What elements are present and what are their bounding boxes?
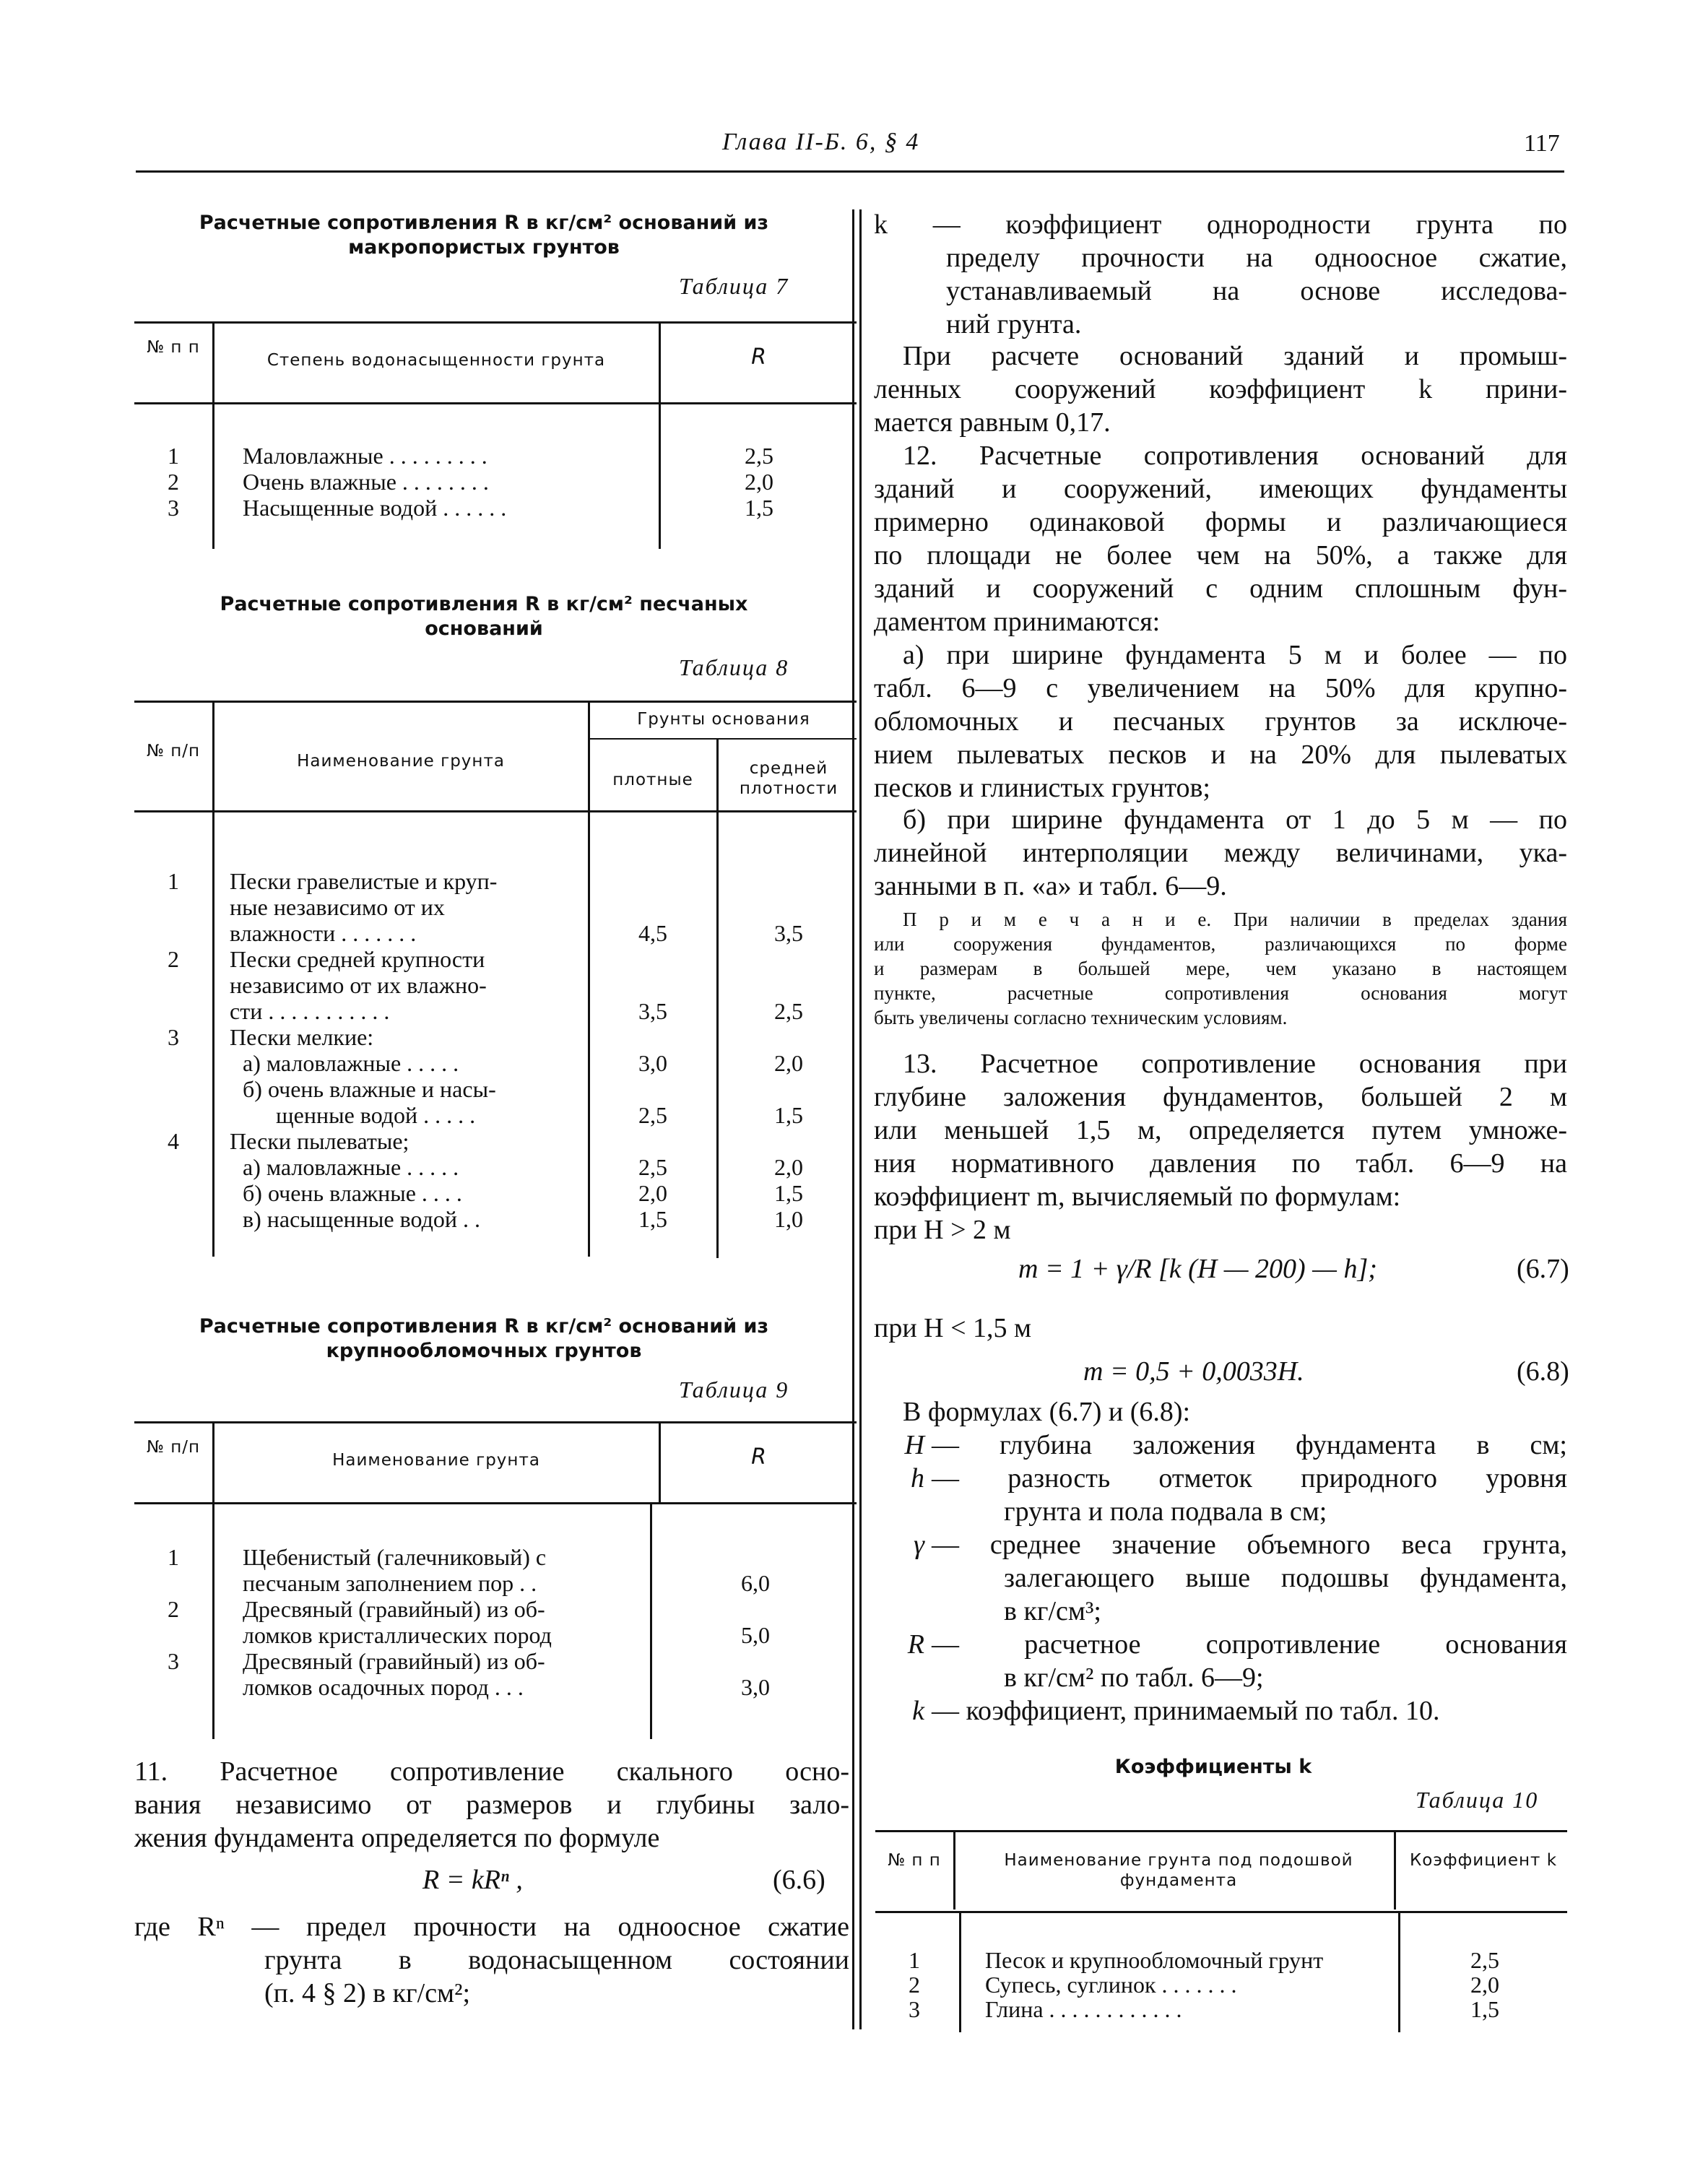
page-number: 117 (1524, 130, 1560, 157)
table8-col-group: Грунты основания (637, 710, 810, 729)
table7-col-r: R (751, 344, 767, 370)
table9-col-r: R (751, 1444, 767, 1470)
k-definition: k — коэффициент однородности грунта по пределу прочности на одноосное сжатие, устанавливаемый на основе исследова- ний грунта. (874, 209, 1567, 339)
table-row-no: 1 (168, 443, 179, 469)
table-row-value: 3,5 (774, 920, 803, 946)
formula-6-7-number: (6.7) (1517, 1254, 1569, 1284)
paragraph-12: 12. Расчетные сопротивления оснований для зданий и сооружений, имеющих фундаменты примерно одинаковой формы и различающиеся по площади не более чем на 50%, а также для зданий и сооружений с одним сплошным фун- даментом принимаются: (874, 441, 1567, 637)
running-header: Глава II-Б. 6, § 4 (722, 129, 920, 155)
table-row-value: 1,5 (774, 1102, 803, 1128)
paragraph-13: 13. Расчетное сопротивление основания при глубине заложения фундаментов, большей 2 м или меньшей 1,5 м, определяется путем умноже- ния нормативного давления по табл. 6—9 на коэффициент m, вычисляемый по формулам: при H > 2 м (874, 1049, 1567, 1245)
formula-6-8-number: (6.8) (1517, 1356, 1569, 1387)
table-row-line: а) маловлажные . . . . . (243, 1154, 459, 1180)
table-row-no: 1 (168, 868, 179, 894)
table8-col-medium: средней плотности (739, 759, 838, 798)
table-row-value: 2,0 (745, 469, 773, 495)
formula-6-8: m = 0,5 + 0,0033H. (1083, 1356, 1304, 1387)
table-row-value: 1,5 (774, 1180, 803, 1206)
table-row-line: б) очень влажные . . . . (243, 1180, 462, 1206)
table-row-no: 3 (168, 1024, 179, 1050)
table-row-line: Пески мелкие: (230, 1024, 374, 1050)
table8-number: Таблица 8 (679, 654, 789, 680)
table7-caption: Расчетные сопротивления R в кг/см² оснований из макропористых грунтов (199, 212, 769, 259)
table-row-line: ломков кристаллических пород (243, 1622, 552, 1648)
table-row-name: Глина . . . . . . . . . . . . (985, 1996, 1182, 2022)
table-row-value: 2,0 (774, 1154, 803, 1180)
header-rule (136, 170, 1564, 173)
table-row-line: Пески гравелистые и круп- (230, 868, 498, 894)
table-row-name: Песок и крупнообломочный грунт (985, 1947, 1324, 1973)
table-row-name: Супесь, суглинок . . . . . . . (985, 1972, 1237, 1998)
table-row-line: сти . . . . . . . . . . . (230, 998, 390, 1024)
table8 (134, 701, 857, 1257)
paragraph-11: 11. Расчетное сопротивление скального осно- вания независимо от размеров и глубины зало- жения фундамента определяется по формуле (134, 1756, 849, 1853)
table-row-value: 6,0 (741, 1570, 770, 1596)
column-separator-right (859, 209, 862, 2029)
table10-number: Таблица 10 (1416, 1787, 1539, 1813)
formula-6-7: m = 1 + γ/R [k (H — 200) — h]; (1018, 1254, 1377, 1284)
table-row-value: 3,5 (638, 998, 667, 1024)
table-row-no: 2 (909, 1972, 920, 1998)
table-row-line: б) очень влажные и насы- (243, 1076, 496, 1102)
table-row-line: Пески пылеватые; (230, 1128, 409, 1154)
table-row-value: 2,0 (1470, 1972, 1499, 1998)
table-row-value: 2,5 (774, 998, 803, 1024)
table-row-line: независимо от их влажно- (230, 972, 487, 998)
table-row-value: 2,5 (1470, 1947, 1499, 1973)
table-row-value: 3,0 (638, 1050, 667, 1076)
table7 (134, 321, 857, 552)
table10-col-k: Коэффициент k (1409, 1851, 1558, 1870)
table-row-line: в) насыщенные водой . . (243, 1206, 480, 1232)
table-row-value: 2,0 (638, 1180, 667, 1206)
table10 (875, 1830, 1567, 2032)
table-row-value: 2,0 (774, 1050, 803, 1076)
formula-6-6: R = kRⁿ , (422, 1865, 523, 1895)
paragraph-12a: а) при ширине фундамента 5 м и более — по табл. 6—9 с увеличением на 50% для крупно- обломочных и песчаных грунтов за исключе- нием пылеватых песков и на 20% для пылеватых песков и глинистых грунтов; (874, 640, 1567, 803)
table-row-value: 2,5 (638, 1102, 667, 1128)
table-row-value: 1,0 (774, 1206, 803, 1232)
table7-number: Таблица 7 (679, 273, 789, 299)
table-row-line: влажности . . . . . . . (230, 920, 417, 946)
note: П р и м е ч а н и е. При наличии в пределах здания или сооружения фундаментов, различающихся по форме и размерам в большей мере, чем указано в настоящем пункте, расчетные сопротивления основания могут быть увеличены согласно техническим условиям. (874, 909, 1567, 1028)
table10-caption: Коэффициенты k (1114, 1756, 1312, 1778)
table9 (134, 1421, 857, 1739)
table-row-value: 2,5 (745, 443, 773, 469)
table-row-value: 5,0 (741, 1622, 770, 1648)
table-row-name: Очень влажные . . . . . . . . (243, 469, 489, 495)
table-row-no: 2 (168, 946, 179, 972)
table-row-no: 3 (168, 1648, 179, 1674)
table-row-value: 2,5 (638, 1154, 667, 1180)
table-row-value: 4,5 (638, 920, 667, 946)
table-row-no: 3 (168, 495, 179, 521)
table9-col-name: Наименование грунта (332, 1451, 540, 1470)
table-row-no: 2 (168, 1596, 179, 1622)
table-row-line: Пески средней крупности (230, 946, 485, 972)
paragraph-12b: б) при ширине фундамента от 1 до 5 м — по линейной интерполяции между величинами, ука- занными в п. «а» и табл. 6—9. (874, 805, 1567, 901)
table10-col-no: № п п (888, 1851, 941, 1870)
paragraph-calc: При расчете оснований зданий и промыш- ленных сооружений коэффициент k прини- мается равным 0,17. (874, 341, 1567, 438)
table-row-value: 1,5 (1470, 1996, 1499, 2022)
table8-col-dense: плотные (612, 771, 693, 789)
table-row-value: 1,5 (638, 1206, 667, 1232)
table-row-no: 2 (168, 469, 179, 495)
table-row-line: ные независимо от их (230, 894, 445, 920)
table7-col-name: Степень водонасыщенности грунта (266, 351, 606, 370)
table-row-value: 1,5 (745, 495, 773, 521)
table-row-line: а) маловлажные . . . . . (243, 1050, 459, 1076)
definitions: H — глубина заложения фундамента в см; h — разность отметок природного уровня грунта и пола подвала в см; γ — среднее значение объемного веса грунта, залегающего выше подошвы фундамента, в кг/см³; R — расчетное сопротивление основания в кг/см² по табл. 6—9; k — коэффициент, принимаемый по табл. 10. (904, 1430, 1567, 1726)
table-row-line: ломков осадочных пород . . . (243, 1674, 524, 1700)
table8-col-no: № п/п (146, 742, 201, 760)
table-row-line: Дресвяный (гравийный) из об- (243, 1596, 545, 1622)
table9-number: Таблица 9 (679, 1377, 789, 1403)
table-row-name: Насыщенные водой . . . . . . (243, 495, 507, 521)
in-formulas: В формулах (6.7) и (6.8): (903, 1397, 1191, 1427)
table9-col-no: № п/п (146, 1438, 201, 1457)
table9-caption: Расчетные сопротивления R в кг/см² оснований из крупнообломочных грунтов (199, 1315, 769, 1362)
table-row-line: песчаным заполнением пор . . (243, 1570, 537, 1596)
table8-caption: Расчетные сопротивления R в кг/см² песчаных оснований (220, 593, 748, 640)
formula-6-6-number: (6.6) (773, 1865, 825, 1895)
table7-col-no: № п п (147, 338, 200, 357)
table-row-no: 1 (909, 1947, 920, 1973)
table-row-no: 1 (168, 1544, 179, 1570)
table-row-no: 4 (168, 1128, 179, 1154)
table8-col-name: Наименование грунта (297, 752, 505, 771)
paragraph-where: где Rⁿ — предел прочности на одноосное сжатие грунта в водонасыщенном состоянии (п. 4 § 2) в кг/см²; (134, 1912, 849, 2008)
table-row-value: 3,0 (741, 1674, 770, 1700)
table-row-line: Щебенистый (галечниковый) с (243, 1544, 547, 1570)
condition-2: при H < 1,5 м (874, 1313, 1032, 1343)
table-row-no: 3 (909, 1996, 920, 2022)
table-row-name: Маловлажные . . . . . . . . . (243, 443, 487, 469)
table-row-line: Дресвяный (гравийный) из об- (243, 1648, 545, 1674)
table-row-line: щенные водой . . . . . (276, 1102, 476, 1128)
table10-col-name: Наименование грунта под подошвой фундамента (1004, 1851, 1353, 1890)
